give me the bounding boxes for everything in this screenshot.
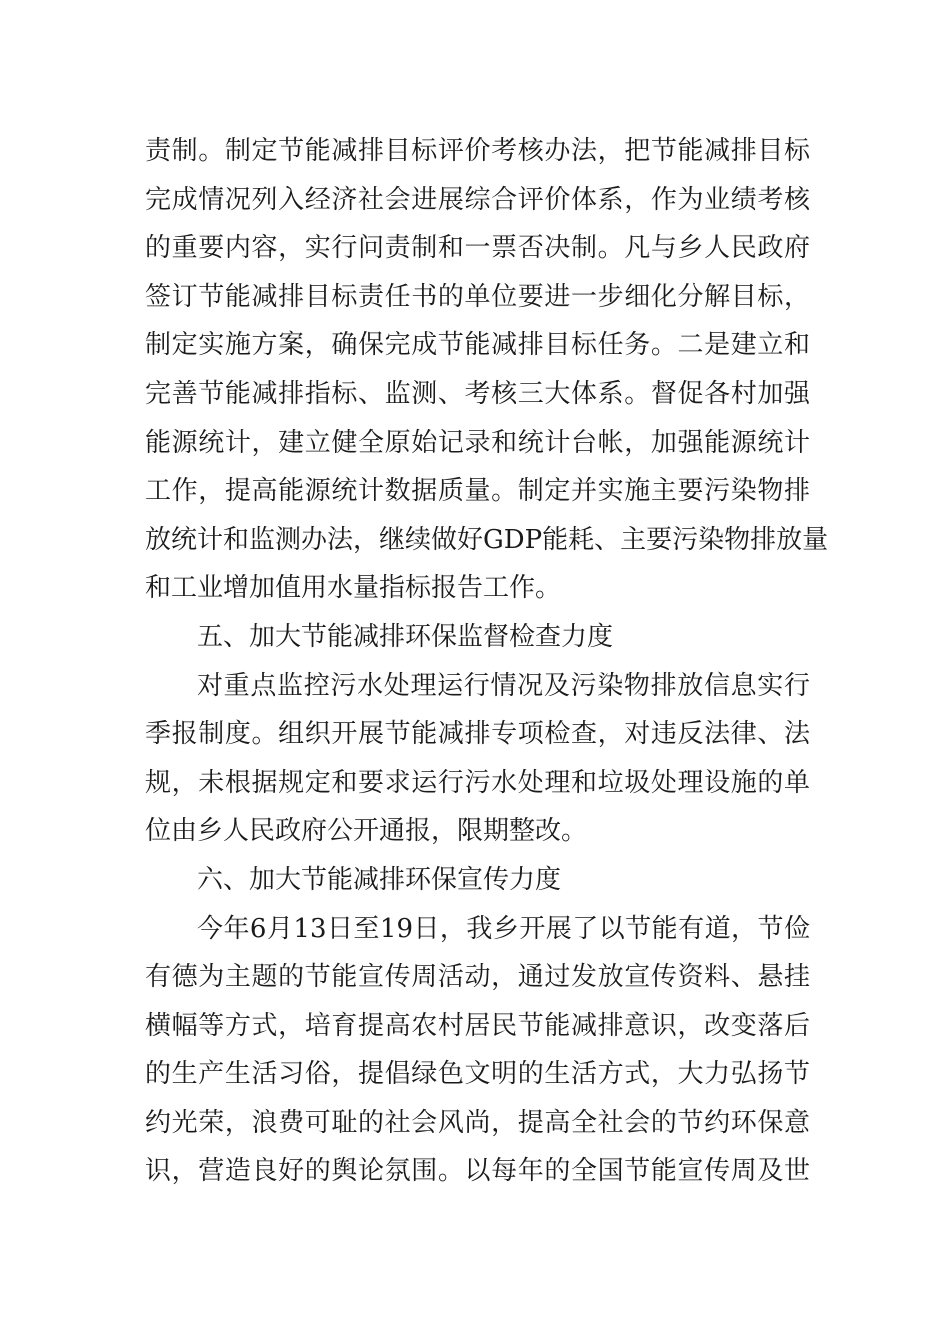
text-line: 有德为主题的节能宣传周活动，通过发放宣传资料、悬挂 [145, 962, 810, 993]
text-line: 工作，提高能源统计数据质量。制定并实施主要污染物排 [145, 476, 810, 507]
text-line: 约光荣，浪费可耻的社会风尚，提高全社会的节约环保意 [145, 1107, 810, 1138]
section-heading-5: 五、加大节能减排环保监督检查力度 [197, 621, 614, 652]
text-line: 对重点监控污水处理运行情况及污染物排放信息实行 [197, 670, 810, 701]
text-line: 的生产生活习俗，提倡绿色文明的生活方式，大力弘扬节 [145, 1059, 810, 1090]
text-line: 完善节能减排指标、监测、考核三大体系。督促各村加强 [145, 378, 810, 409]
text-line: 制定实施方案，确保完成节能减排目标任务。二是建立和 [145, 330, 810, 361]
text-line: 横幅等方式，培育提高农村居民节能减排意识，改变落后 [145, 1010, 810, 1041]
section-heading-6: 六、加大节能减排环保宣传力度 [197, 864, 562, 895]
text-line: 签订节能减排目标责任书的单位要进一步细化分解目标， [145, 281, 810, 312]
text-line: 规，未根据规定和要求运行污水处理和垃圾处理设施的单 [145, 767, 810, 798]
text-line: 责制。制定节能减排目标评价考核办法，把节能减排目标 [145, 136, 810, 166]
text-line: 完成情况列入经济社会进展综合评价体系，作为业绩考核 [145, 184, 810, 215]
text-line: 的重要内容，实行问责制和一票否决制。凡与乡人民政府 [145, 233, 810, 264]
text-line: 识，营造良好的舆论氛围。以每年的全国节能宣传周及世 [145, 1156, 810, 1187]
text-line: 季报制度。组织开展节能减排专项检查，对违反法律、法 [145, 719, 810, 750]
document-body [145, 127, 829, 1196]
text-line: 今年6月13日至19日，我乡开展了以节能有道，节俭 [197, 913, 810, 944]
text-line: 放统计和监测办法，继续做好GDP能耗、主要污染物排放量 [145, 524, 829, 555]
text-line: 位由乡人民政府公开通报，限期整改。 [145, 816, 588, 847]
text-line: 能源统计，建立健全原始记录和统计台帐，加强能源统计 [145, 427, 810, 458]
text-line: 和工业增加值用水量指标报告工作。 [145, 573, 562, 604]
